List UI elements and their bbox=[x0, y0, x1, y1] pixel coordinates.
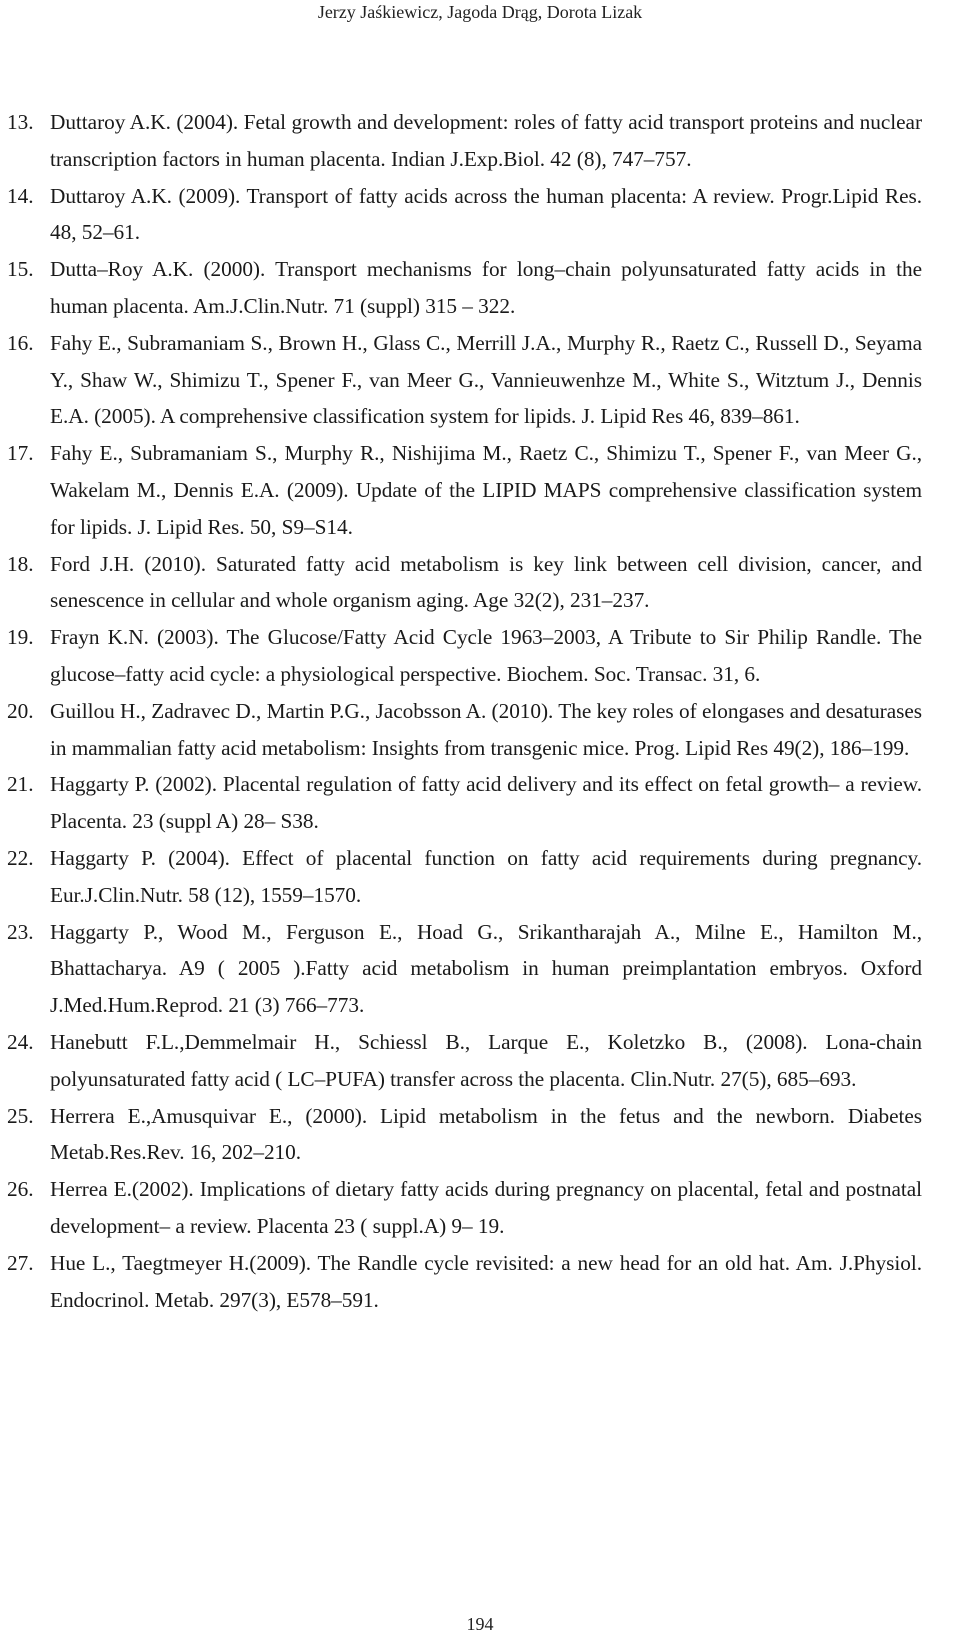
reference-text: Hue L., Taegtmeyer H.(2009). The Randle cycle revisited: a new head for an old hat. Am. J.Physiol. Endocrinol. Metab. 297(3), E578–591. bbox=[50, 1250, 922, 1312]
reference-number: 26. bbox=[7, 1177, 34, 1202]
reference-text: Guillou H., Zadravec D., Martin P.G., Jacobsson A. (2010). The key roles of elongases and desaturases in mammalian fatty acid metabolism: Insights from transgenic mice. Prog. Lipid Res 49(2), 186–199. bbox=[50, 698, 922, 760]
reference-item bbox=[7, 251, 922, 325]
reference-text: Hanebutt F.L.,Demmelmair H., Schiessl B., Larque E., Koletzko B., (2008). Lona-chain polyunsaturated fatty acid ( LC–PUFA) transfer across the placenta. Clin.Nutr. 27(5), 685–693. bbox=[50, 1029, 922, 1091]
reference-number: 19. bbox=[7, 625, 34, 650]
reference-number: 24. bbox=[7, 1029, 34, 1054]
reference-number: 27. bbox=[7, 1250, 34, 1275]
reference-number: 22. bbox=[7, 845, 34, 870]
reference-item bbox=[7, 619, 922, 693]
reference-text: Duttaroy A.K. (2004). Fetal growth and development: roles of fatty acid transport proteins and nuclear transcription factors in human placenta. Indian J.Exp.Biol. 42 (8), 747–757. bbox=[50, 110, 922, 171]
reference-item bbox=[7, 840, 922, 914]
running-head: Jerzy Jaśkiewicz, Jagoda Drąg, Dorota Lizak bbox=[317, 2, 643, 22]
page-number: 194 bbox=[466, 1614, 494, 1634]
reference-item bbox=[7, 693, 922, 767]
reference-number: 16. bbox=[7, 330, 34, 355]
reference-item bbox=[7, 178, 922, 252]
reference-item bbox=[7, 1245, 922, 1319]
reference-text: Herrera E.,Amusquivar E., (2000). Lipid metabolism in the fetus and the newborn. Diabetes Metab.Res.Rev. 16, 202–210. bbox=[50, 1103, 922, 1165]
reference-number: 17. bbox=[7, 441, 34, 466]
reference-number: 21. bbox=[7, 772, 34, 797]
reference-item bbox=[7, 546, 922, 620]
reference-text: Haggarty P. (2004). Effect of placental function on fatty acid requirements during pregnancy. Eur.J.Clin.Nutr. 58 (12), 1559–1570. bbox=[50, 845, 922, 907]
reference-item bbox=[7, 914, 922, 1024]
reference-text: Herrea E.(2002). Implications of dietary fatty acids during pregnancy on placental, fetal and postnatal development– a review. Placenta 23 ( suppl.A) 9– 19. bbox=[50, 1177, 922, 1238]
reference-item bbox=[7, 766, 922, 840]
reference-number: 23. bbox=[7, 919, 34, 944]
reference-number: 13. bbox=[7, 110, 34, 134]
reference-item bbox=[7, 1171, 922, 1245]
reference-item bbox=[7, 104, 922, 178]
reference-number: 25. bbox=[7, 1103, 34, 1128]
reference-number: 14. bbox=[7, 183, 34, 208]
reference-item bbox=[7, 1024, 922, 1098]
reference-text: Frayn K.N. (2003). The Glucose/Fatty Acid Cycle 1963–2003, A Tribute to Sir Philip Randle. The glucose–fatty acid cycle: a physiological perspective. Biochem. Soc. Transac. 31, 6. bbox=[50, 625, 922, 686]
reference-item bbox=[7, 325, 922, 435]
reference-number: 20. bbox=[7, 698, 34, 723]
reference-text: Haggarty P., Wood M., Ferguson E., Hoad G., Srikantharajah A., Milne E., Hamilton M., Bhattacharya. A9 ( 2005 ).Fatty acid metabolism in human preimplantation embryos. Oxford J.Med.Hum.Reprod. 21 (3) 766–773. bbox=[50, 919, 922, 1018]
reference-text: Duttaroy A.K. (2009). Transport of fatty acids across the human placenta: A review. Progr.Lipid Res. 48, 52–61. bbox=[50, 183, 922, 245]
reference-item bbox=[7, 1098, 922, 1172]
reference-text: Fahy E., Subramaniam S., Brown H., Glass C., Merrill J.A., Murphy R., Raetz C., Russell D., Seyama Y., Shaw W., Shimizu T., Spener F., van Meer G., Vannieuwenhze M., White S., Witztum J., Dennis E.A. (2005). A comprehensive classification system for lipids. J. Lipid Res 46, 839–861. bbox=[50, 330, 922, 429]
reference-text: Dutta–Roy A.K. (2000). Transport mechanisms for long–chain polyunsaturated fatty acids in the human placenta. Am.J.Clin.Nutr. 71 (suppl) 315 – 322. bbox=[50, 257, 922, 318]
reference-list bbox=[7, 104, 922, 1318]
reference-number: 18. bbox=[7, 551, 34, 576]
reference-item bbox=[7, 435, 922, 545]
reference-text: Haggarty P. (2002). Placental regulation of fatty acid delivery and its effect on fetal growth– a review. Placenta. 23 (suppl A) 28– S38. bbox=[50, 772, 922, 834]
reference-number: 15. bbox=[7, 257, 34, 282]
reference-text: Ford J.H. (2010). Saturated fatty acid metabolism is key link between cell division, cancer, and senescence in cellular and whole organism aging. Age 32(2), 231–237. bbox=[50, 551, 922, 613]
reference-text: Fahy E., Subramaniam S., Murphy R., Nishijima M., Raetz C., Shimizu T., Spener F., van Meer G., Wakelam M., Dennis E.A. (2009). Update of the LIPID MAPS comprehensive classification system for lipids. J. Lipid Res. 50, S9–S14. bbox=[50, 441, 922, 539]
